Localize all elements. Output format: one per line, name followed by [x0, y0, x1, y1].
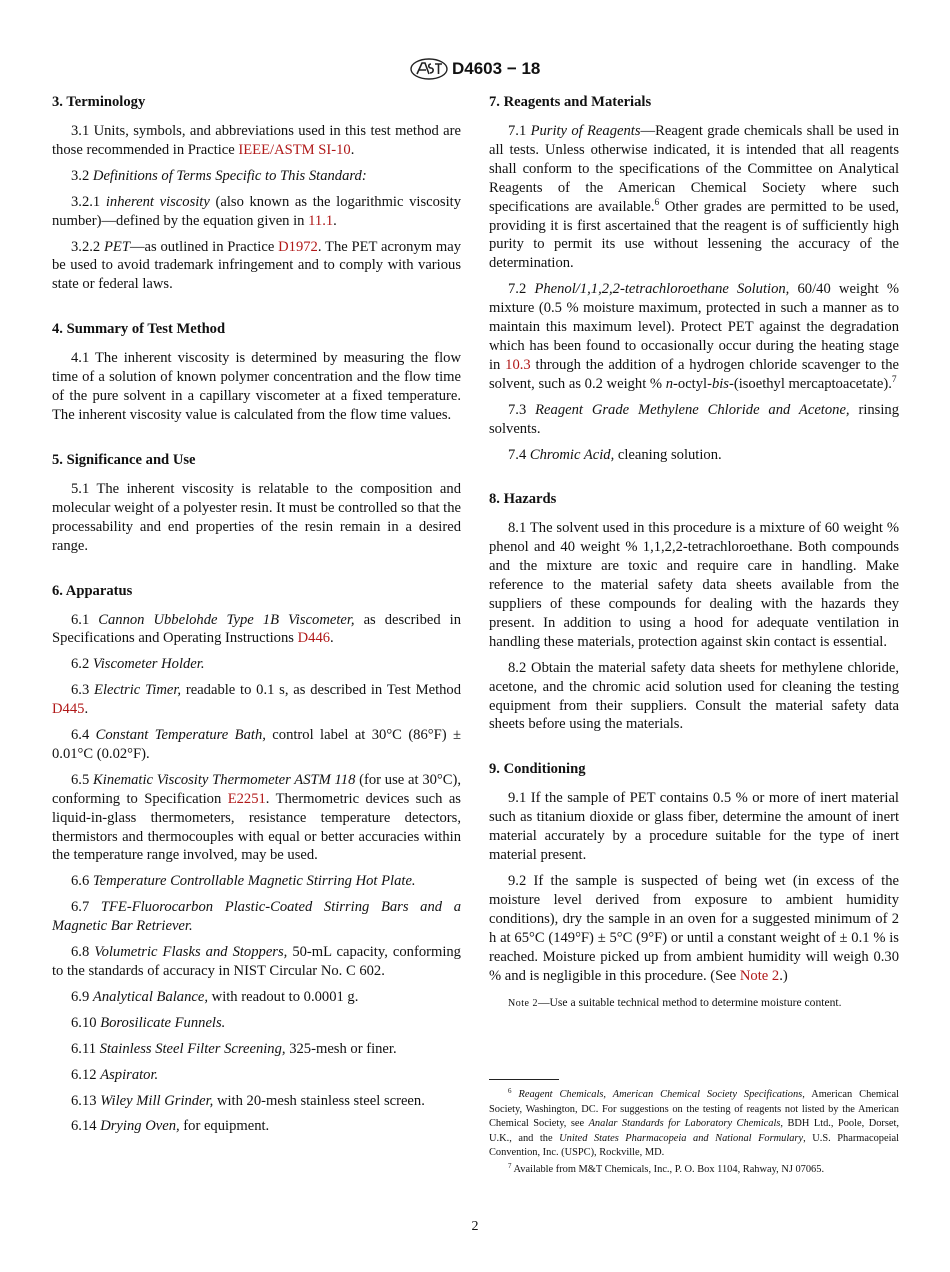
paragraph-9-2: 9.2 If the sample is suspected of being wet (in excess of the moisture level derived from exposure to ambient humidity conditions), dry the sample in an oven for a suggested minimum of 2 h at 65°C (149°F) ± 5°C (9°F) or until a constant weight of ± 0.1 % is reached. Moisture picked up from ambient humidity will weigh 0.30 % and is negligible in this procedure. (See Note 2.) [489, 873, 899, 984]
paragraph-5-1: 5.1 The inherent viscosity is relatable to the composition and molecular weight of a polyester resin. It must be controlled so that the processability and end properties of the resin remain in a desired range. [52, 480, 461, 554]
paragraph-6-3: 6.3 Electric Timer, readable to 0.1 s, as described in Test Method D445. [52, 682, 462, 718]
note-2: Note 2—Use a suitable technical method to determine moisture content. [508, 996, 842, 1010]
paragraph-6-11: 6.11 Stainless Steel Filter Screening, 325-mesh or finer. [71, 1040, 397, 1057]
footnote-ref-6[interactable]: 6 [654, 197, 660, 208]
section-heading-hazards: 8. Hazards [489, 491, 557, 508]
footnote-6: $^6$ Reagent Chemicals, American Chemical Society Specifications, American Chemical Society, Washington, DC. For suggestions on the testing of reagents not listed by the American Chemical Society, see Analar Standards for Laboratory Chemicals, BDH Ltd., Poole, Dorset, U.K., and the United States Pharmacopeia and National Formulary, U.S. Pharmacopeial Convention, Inc. (USPC), Rockville, MD. [489, 1087, 899, 1159]
link-ieee-astm-si-10[interactable]: IEEE/ASTM SI-10 [238, 141, 351, 158]
paragraph-6-6: 6.6 Temperature Controllable Magnetic Stirring Hot Plate. [71, 873, 416, 890]
left-column [52, 92, 461, 1143]
paragraph-7-3: 7.3 Reagent Grade Methylene Chloride and Acetone, rinsing solvents. [489, 401, 899, 437]
paragraph-6-14: 6.14 Drying Oven, for equipment. [71, 1118, 270, 1135]
link-e2251[interactable]: E2251 [227, 790, 266, 807]
paragraph-9-1: 9.1 If the sample of PET contains 0.5 % or more of inert material such as titanium dioxide or glass fiber, determine the amount of inert material accurately by a procedure suitable for the type of inert material present. [489, 790, 899, 864]
paragraph-3-2-1: 3.2.1 inherent viscosity (also known as the logarithmic viscosity number)—defined by the equation given in 11.1. [52, 193, 461, 229]
link-10-3[interactable]: 10.3 [505, 356, 531, 373]
paragraph-6-5: 6.5 Kinematic Viscosity Thermometer ASTM 118 (for use at 30°C), conforming to Specification E2251. Thermometric devices such as liquid-in-glass thermometers, resistance temperature detectors, thermistors and thermocouples with equal or better accuracies within the temperature range involved, may be used. [52, 771, 461, 864]
section-heading-significance: 5. Significance and Use [52, 451, 196, 468]
section-heading-apparatus: 6. Apparatus [52, 582, 133, 599]
paragraph-7-1: 7.1 Purity of Reagents—Reagent grade chemicals shall be used in all tests. Unless otherwise indicated, it is intended that all reagents shall conform to the specifications of the Committee on Analytical Reagents of the American Chemical Society where such specifications are available.$^6$ Other grades are permitted to be used, providing it is first ascertained that the reagent is of sufficiently high purity to permit its use without lessening the accuracy of the determination. [489, 123, 899, 272]
paragraph-8-1: 8.1 The solvent used in this procedure is a mixture of 60 weight % phenol and 40 weight % 1,1,2,2-tetrachloroethane. Both compounds and the mixture are toxic and require care in handling. Make reference to the material safety data sheets available from the suppliers of these compounds for dealing with the hazards they present. In addition to using a hood for adequate ventilation in handling these materials, protection against skin contact is essential. [489, 520, 899, 650]
paragraph-6-1: 6.1 Cannon Ubbelohde Type 1B Viscometer, as described in Specifications and Operating Instructions D446. [52, 611, 461, 647]
paragraph-6-10: 6.10 Borosilicate Funnels. [71, 1014, 226, 1031]
link-11-1[interactable]: 11.1 [308, 212, 334, 229]
paragraph-6-8: 6.8 Volumetric Flasks and Stoppers, 50-mL capacity, conforming to the standards of accuracy in NIST Circular No. C 602. [52, 944, 461, 979]
right-column [489, 92, 899, 1012]
footnote-7: $^7$ Available from M&T Chemicals, Inc., P. O. Box 1104, Rahway, NJ 07065. [508, 1161, 825, 1175]
link-d445[interactable]: D445 [52, 701, 85, 718]
paragraph-4-1: 4.1 The inherent viscosity is determined by measuring the flow time of a solution of known polymer concentration and the flow time of the pure solvent in a capillary viscometer at a fixed temperature. The inherent viscosity value is calculated from the flow time values. [52, 350, 461, 423]
paragraph-6-7: 6.7 TFE-Fluorocarbon Plastic-Coated Stirring Bars and a Magnetic Bar Retriever. [52, 899, 462, 935]
paragraph-6-12: 6.12 Aspirator. [71, 1066, 159, 1083]
paragraph-3-1: 3.1 Units, symbols, and abbreviations used in this test method are those recommended in Practice IEEE/ASTM SI-10. [52, 123, 461, 158]
paragraph-6-4: 6.4 Constant Temperature Bath, control label at 30°C (86°F) ± 0.01°C (0.02°F). [52, 727, 461, 762]
page-number: 2 [471, 1219, 479, 1234]
footnote-divider [489, 1079, 559, 1080]
paragraph-7-2: 7.2 Phenol/1,1,2,2-tetrachloroethane Solution, 60/40 weight % mixture (0.5 % moisture maximum, protected in such a manner as to maintain this maximum level). Protect PET against the degradation which has been found to occasionally occur during the heating stage in 10.3 through the addition of a hydrogen chloride scavenger to the solvent, such as 0.2 weight % n-octyl-bis-(isoethyl mercaptoacetate).$^7$ [489, 281, 899, 392]
paragraph-6-13: 6.13 Wiley Mill Grinder, with 20-mesh stainless steel screen. [71, 1092, 425, 1109]
paragraph-3-2: 3.2 Definitions of Terms Specific to This Standard: [71, 167, 367, 184]
page-header [0, 58, 950, 82]
section-heading-summary: 4. Summary of Test Method [52, 321, 226, 338]
link-d446[interactable]: D446 [297, 630, 331, 647]
paragraph-6-9: 6.9 Analytical Balance, with readout to 0.0001 g. [71, 988, 359, 1005]
footnote-ref-7[interactable]: 7 [891, 374, 897, 385]
astm-logo-icon [409, 58, 449, 80]
footnotes [489, 1088, 899, 1180]
paragraph-8-2: 8.2 Obtain the material safety data sheets for methylene chloride, acetone, and the chromic acid solution used for cleaning the testing equipment from their suppliers. Consult the material safety data sheets before using the materials. [489, 659, 899, 733]
paragraph-3-2-2: 3.2.2 PET—as outlined in Practice D1972. The PET acronym may be used to avoid trademark infringement and to comply with various state or federal laws. [52, 238, 461, 293]
link-d1972[interactable]: D1972 [278, 238, 318, 255]
section-heading-reagents: 7. Reagents and Materials [489, 94, 652, 110]
document-id: D4603 − 18 [452, 59, 541, 78]
section-heading-conditioning: 9. Conditioning [489, 761, 586, 778]
paragraph-6-2: 6.2 Viscometer Holder. [71, 656, 205, 673]
link-note-2[interactable]: Note 2 [739, 967, 780, 984]
paragraph-7-4: 7.4 Chromic Acid, cleaning solution. [508, 446, 722, 463]
section-heading-terminology: 3. Terminology [52, 94, 146, 110]
